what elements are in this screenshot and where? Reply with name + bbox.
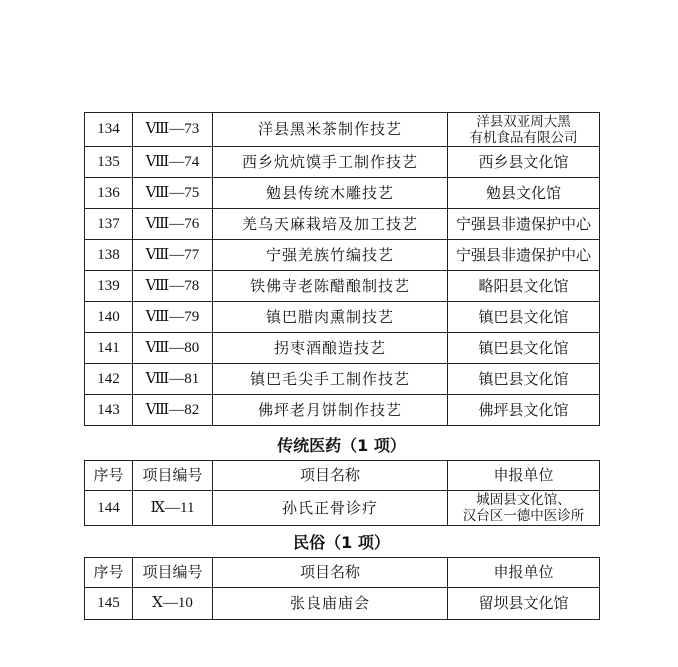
row-number: 140 bbox=[85, 302, 133, 333]
project-name: 佛坪老月饼制作技艺 bbox=[213, 395, 448, 426]
craft-table bbox=[84, 112, 600, 426]
project-name: 宁强羌族竹编技艺 bbox=[213, 240, 448, 271]
project-code: Ⅷ—80 bbox=[133, 333, 213, 364]
applicant-unit: 略阳县文化馆 bbox=[448, 271, 600, 302]
project-code: Ⅹ—10 bbox=[133, 588, 213, 620]
project-code: Ⅷ—73 bbox=[133, 113, 213, 147]
row-number: 135 bbox=[85, 147, 133, 178]
header-unit: 申报单位 bbox=[448, 461, 600, 491]
applicant-unit bbox=[448, 113, 600, 147]
project-name: 西乡炕炕馍手工制作技艺 bbox=[213, 147, 448, 178]
row-number: 141 bbox=[85, 333, 133, 364]
project-name: 镇巴腊肉熏制技艺 bbox=[213, 302, 448, 333]
header-name: 项目名称 bbox=[213, 461, 448, 491]
project-code: Ⅷ—76 bbox=[133, 209, 213, 240]
table-row bbox=[85, 364, 600, 395]
project-name: 羌乌天麻栽培及加工技艺 bbox=[213, 209, 448, 240]
section-title-traditional-medicine: 传统医药（1 项） bbox=[277, 436, 406, 455]
applicant-unit: 镇巴县文化馆 bbox=[448, 364, 600, 395]
project-name: 勉县传统木雕技艺 bbox=[213, 178, 448, 209]
applicant-unit: 宁强县非遗保护中心 bbox=[448, 209, 600, 240]
table-row bbox=[85, 333, 600, 364]
applicant-unit: 佛坪县文化馆 bbox=[448, 395, 600, 426]
project-name: 孙氏正骨诊疗 bbox=[213, 491, 448, 526]
applicant-unit-line: 洋县双亚周大黑 bbox=[476, 113, 571, 130]
header-row bbox=[85, 558, 600, 588]
project-code: Ⅷ—75 bbox=[133, 178, 213, 209]
project-name: 铁佛寺老陈醋酿制技艺 bbox=[213, 271, 448, 302]
section-title-folk-custom: 民俗（1 项） bbox=[293, 533, 390, 552]
project-code: Ⅷ—79 bbox=[133, 302, 213, 333]
header-number: 序号 bbox=[85, 558, 133, 588]
row-number: 144 bbox=[85, 491, 133, 526]
applicant-unit: 镇巴县文化馆 bbox=[448, 302, 600, 333]
header-code: 项目编号 bbox=[133, 461, 213, 491]
table-row bbox=[85, 588, 600, 620]
project-code: Ⅷ—82 bbox=[133, 395, 213, 426]
project-code: Ⅷ—78 bbox=[133, 271, 213, 302]
row-number: 136 bbox=[85, 178, 133, 209]
table-row bbox=[85, 240, 600, 271]
table-row bbox=[85, 395, 600, 426]
row-number: 145 bbox=[85, 588, 133, 620]
table-row bbox=[85, 271, 600, 302]
folk-custom-table bbox=[84, 557, 600, 620]
applicant-unit: 镇巴县文化馆 bbox=[448, 333, 600, 364]
applicant-unit bbox=[448, 491, 600, 526]
project-code: Ⅸ—11 bbox=[133, 491, 213, 526]
row-number: 138 bbox=[85, 240, 133, 271]
row-number: 139 bbox=[85, 271, 133, 302]
row-number: 137 bbox=[85, 209, 133, 240]
applicant-unit: 西乡县文化馆 bbox=[448, 147, 600, 178]
header-number: 序号 bbox=[85, 461, 133, 491]
row-number: 143 bbox=[85, 395, 133, 426]
table-row bbox=[85, 491, 600, 526]
project-name: 拐枣酒酿造技艺 bbox=[213, 333, 448, 364]
table-row bbox=[85, 178, 600, 209]
project-name: 张良庙庙会 bbox=[213, 588, 448, 620]
project-code: Ⅷ—81 bbox=[133, 364, 213, 395]
applicant-unit: 勉县文化馆 bbox=[448, 178, 600, 209]
table-row bbox=[85, 147, 600, 178]
row-number: 134 bbox=[85, 113, 133, 147]
medicine-table bbox=[84, 460, 600, 526]
header-code: 项目编号 bbox=[133, 558, 213, 588]
applicant-unit-line: 有机食品有限公司 bbox=[469, 129, 578, 146]
project-code: Ⅷ—77 bbox=[133, 240, 213, 271]
row-number: 142 bbox=[85, 364, 133, 395]
header-name: 项目名称 bbox=[213, 558, 448, 588]
header-row bbox=[85, 461, 600, 491]
table-row bbox=[85, 209, 600, 240]
project-code: Ⅷ—74 bbox=[133, 147, 213, 178]
table-row bbox=[85, 302, 600, 333]
project-name: 镇巴毛尖手工制作技艺 bbox=[213, 364, 448, 395]
applicant-unit-line: 城固县文化馆、 bbox=[476, 492, 571, 508]
project-name: 洋县黑米茶制作技艺 bbox=[213, 113, 448, 147]
header-unit: 申报单位 bbox=[448, 558, 600, 588]
table-row bbox=[85, 113, 600, 147]
applicant-unit: 宁强县非遗保护中心 bbox=[448, 240, 600, 271]
applicant-unit-line: 汉台区一德中医诊所 bbox=[462, 508, 585, 524]
applicant-unit: 留坝县文化馆 bbox=[448, 588, 600, 620]
